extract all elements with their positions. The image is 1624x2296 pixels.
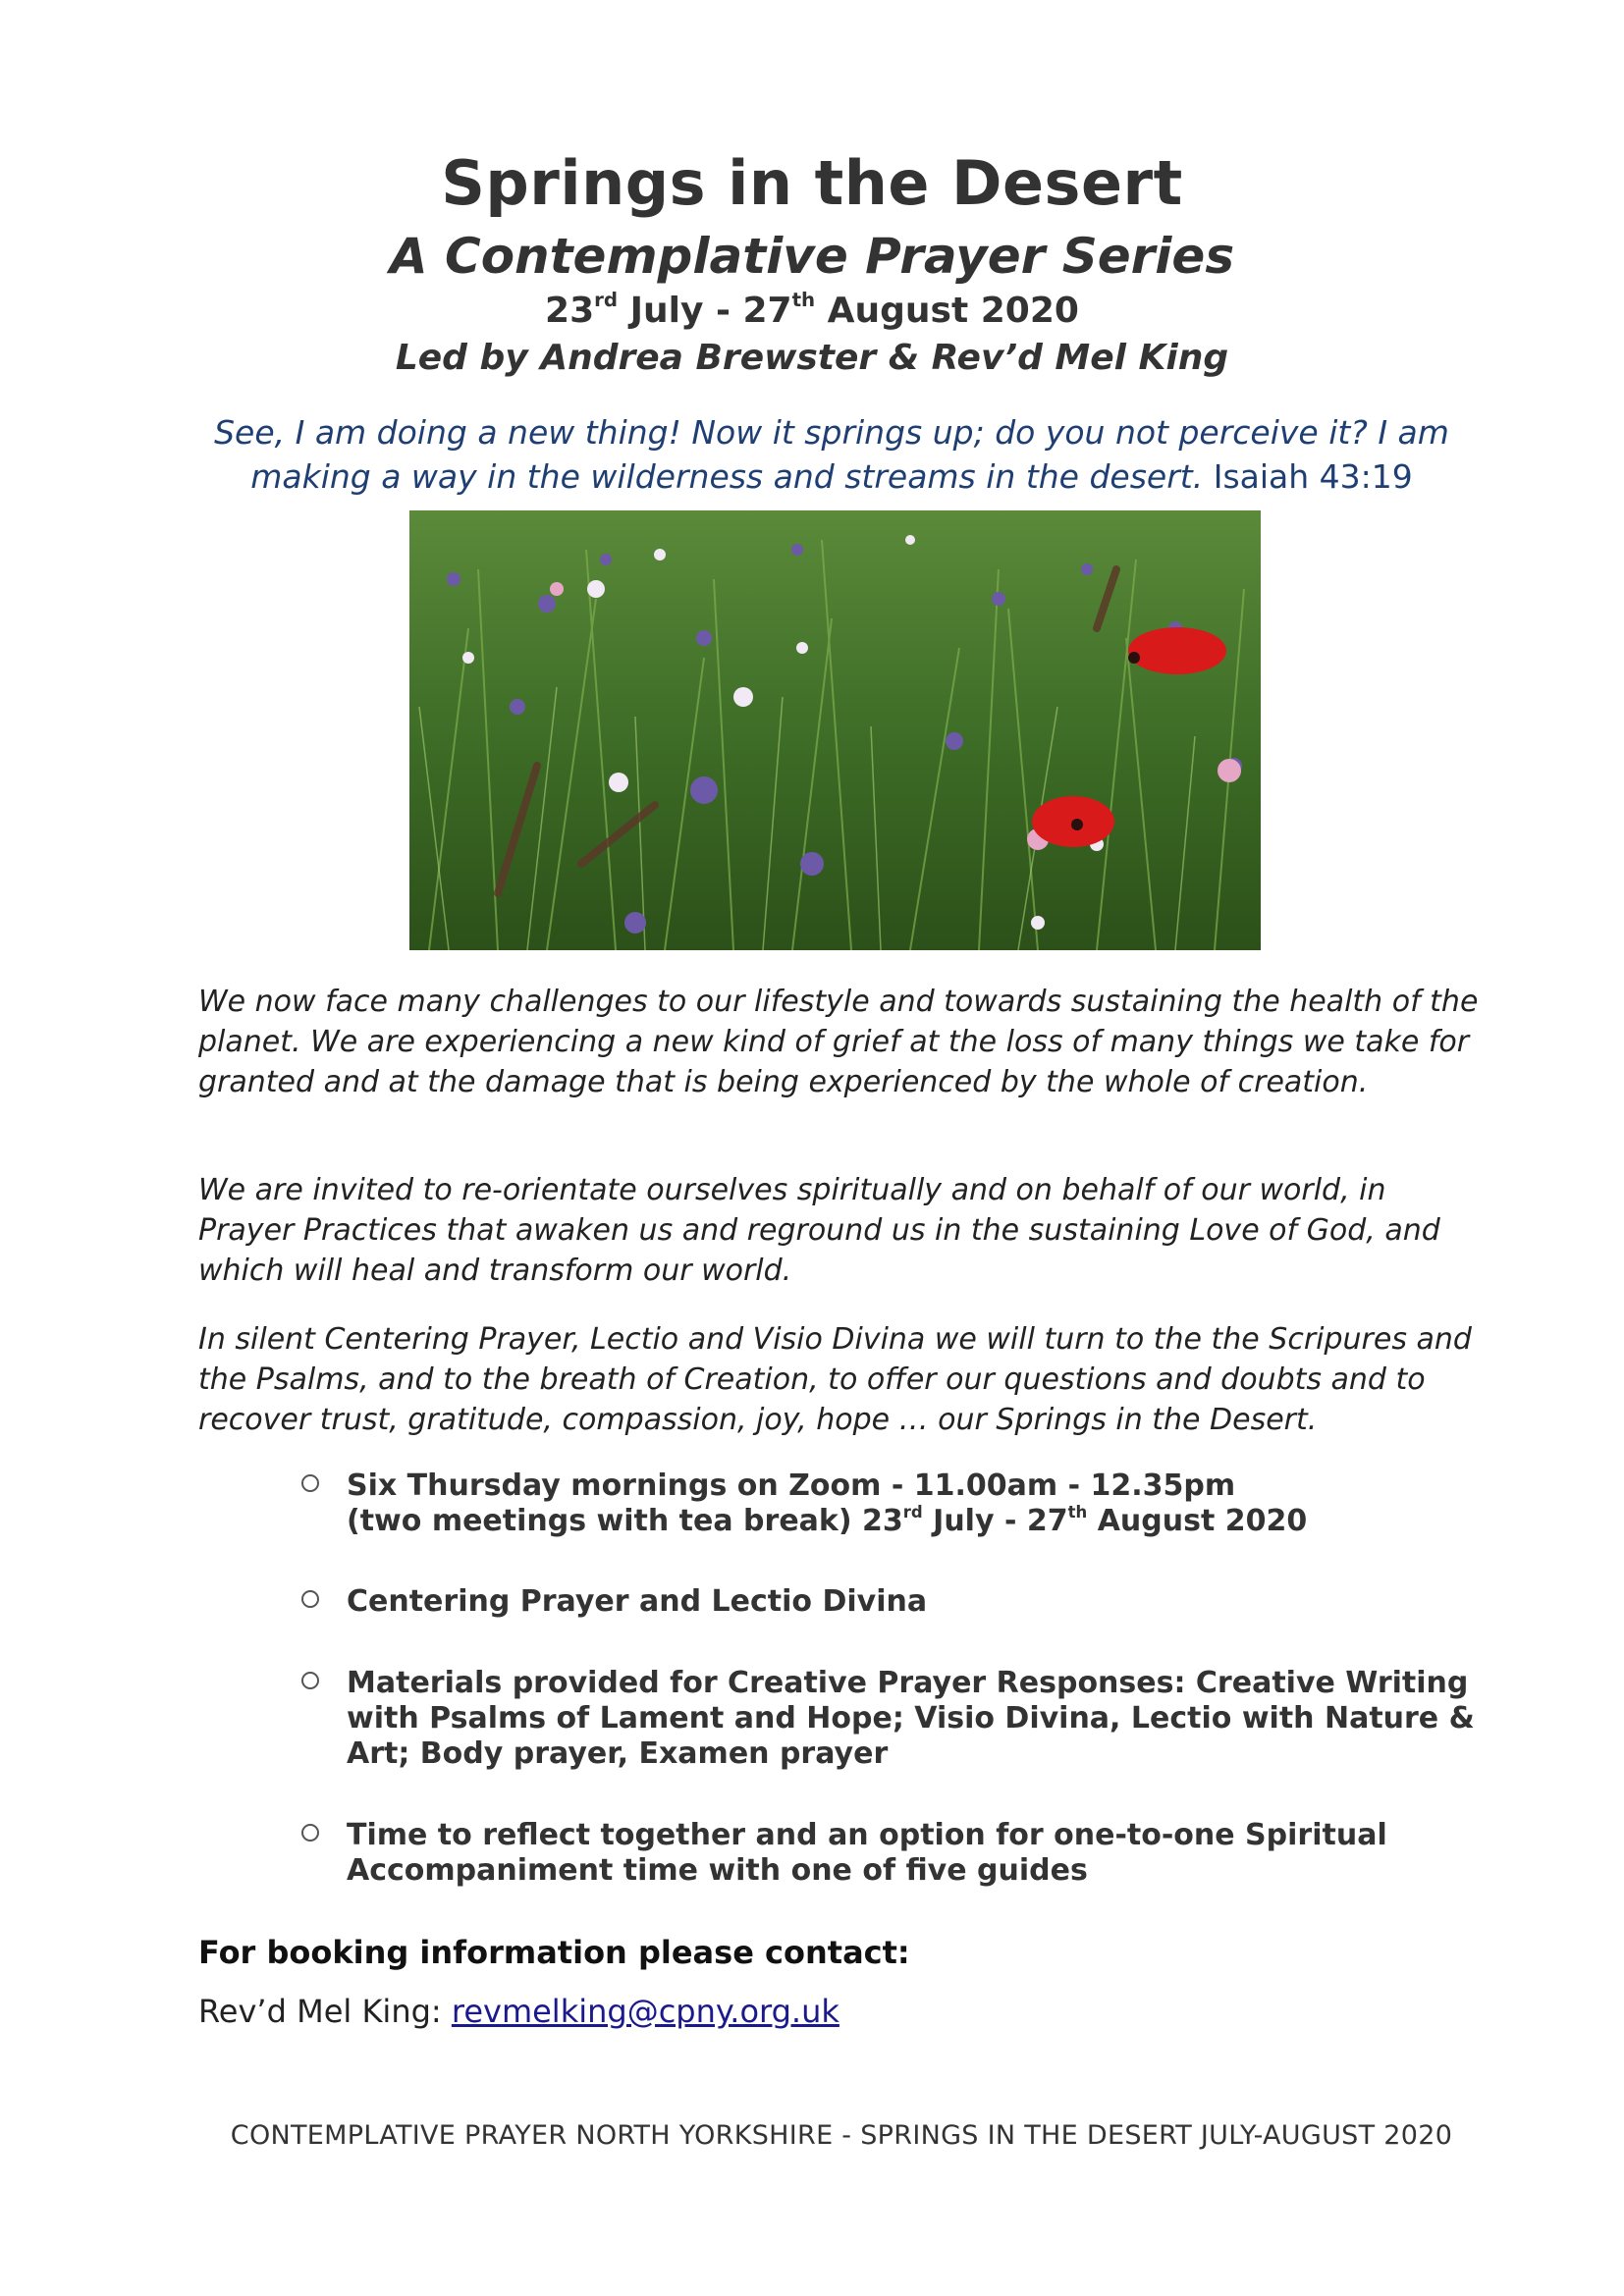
scripture-verse — [157, 410, 1506, 499]
verse-text: See, I am doing a new thing! Now it springs up; do you not perceive it? I am making a way in the wilderness and streams in the desert. — [214, 413, 1449, 496]
end-month-year: August 2020 — [827, 291, 1079, 331]
contact-line — [198, 1993, 839, 2030]
meeting-dates-end: August 2020 — [1087, 1504, 1308, 1538]
meadow-illustration — [409, 510, 1261, 950]
wildflower-meadow-photo — [409, 510, 1261, 950]
start-day-suffix: rd — [594, 289, 619, 312]
bullet-circle-icon — [301, 1824, 319, 1842]
start-month: July - — [629, 291, 743, 331]
contact-label: Rev’d Mel King: — [198, 1993, 452, 2030]
page-footer: CONTEMPLATIVE PRAYER NORTH YORKSHIRE - SPRINGS IN THE DESERT JULY-AUGUST 2020 — [230, 2120, 1453, 2151]
meeting-dates-mid: July - 27 — [922, 1504, 1068, 1538]
verse-reference: Isaiah 43:19 — [1213, 457, 1413, 496]
meeting-dates-prefix: (two meetings with tea break) 23 — [347, 1504, 903, 1538]
start-day: 23 — [545, 291, 595, 331]
series-dates — [0, 291, 1624, 331]
bullet-circle-icon — [301, 1590, 319, 1608]
end-day-suffix: th — [1067, 1502, 1088, 1522]
page-title: Springs in the Desert — [441, 147, 1183, 219]
leaders-line: Led by Andrea Brewster & Rev’d Mel King — [395, 338, 1229, 378]
booking-heading: For booking information please contact: — [198, 1934, 910, 1971]
email-link[interactable]: revmelking@cpny.org.uk — [451, 1993, 839, 2030]
page-subtitle: A Contemplative Prayer Series — [389, 228, 1235, 285]
list-item: Time to reflect together and an option for one-to-one Spiritual Accompaniment time with one of five guides — [347, 1818, 1387, 1888]
bullet-circle-icon — [301, 1672, 319, 1689]
end-day-suffix: th — [791, 289, 816, 312]
intro-paragraph-2: We are invited to re-orientate ourselves spiritually and on behalf of our world, in Prayer Practices that awaken us and reground us in the sustaining Love of God, and which will heal and transform our world. — [198, 1173, 1440, 1288]
bullet-circle-icon — [301, 1474, 319, 1492]
schedule-line: Six Thursday mornings on Zoom - 11.00am - 12.35pm — [347, 1468, 1236, 1503]
list-item — [347, 1468, 1486, 1539]
list-item: Centering Prayer and Lectio Divina — [347, 1584, 928, 1619]
intro-paragraph-1: We now face many challenges to our lifestyle and towards sustaining the health of the planet. We are experiencing a new kind of grief at the loss of many things we take for granted and at the damage that is being experienced by the whole of creation. — [198, 985, 1479, 1099]
list-item: Materials provided for Creative Prayer Responses: Creative Writing with Psalms of Lament and Hope; Visio Divina, Lectio with Nature & Art; Body prayer, Examen prayer — [347, 1666, 1475, 1771]
start-day-suffix: rd — [902, 1502, 923, 1522]
intro-paragraph-3: In silent Centering Prayer, Lectio and Visio Divina we will turn to the the Scripures and the Psalms, and to the breath of Creation, to offer our questions and doubts and to recover trust, gratitude, compassion, joy, hope … our Springs in the Desert. — [198, 1322, 1472, 1437]
end-day: 27 — [742, 291, 792, 331]
